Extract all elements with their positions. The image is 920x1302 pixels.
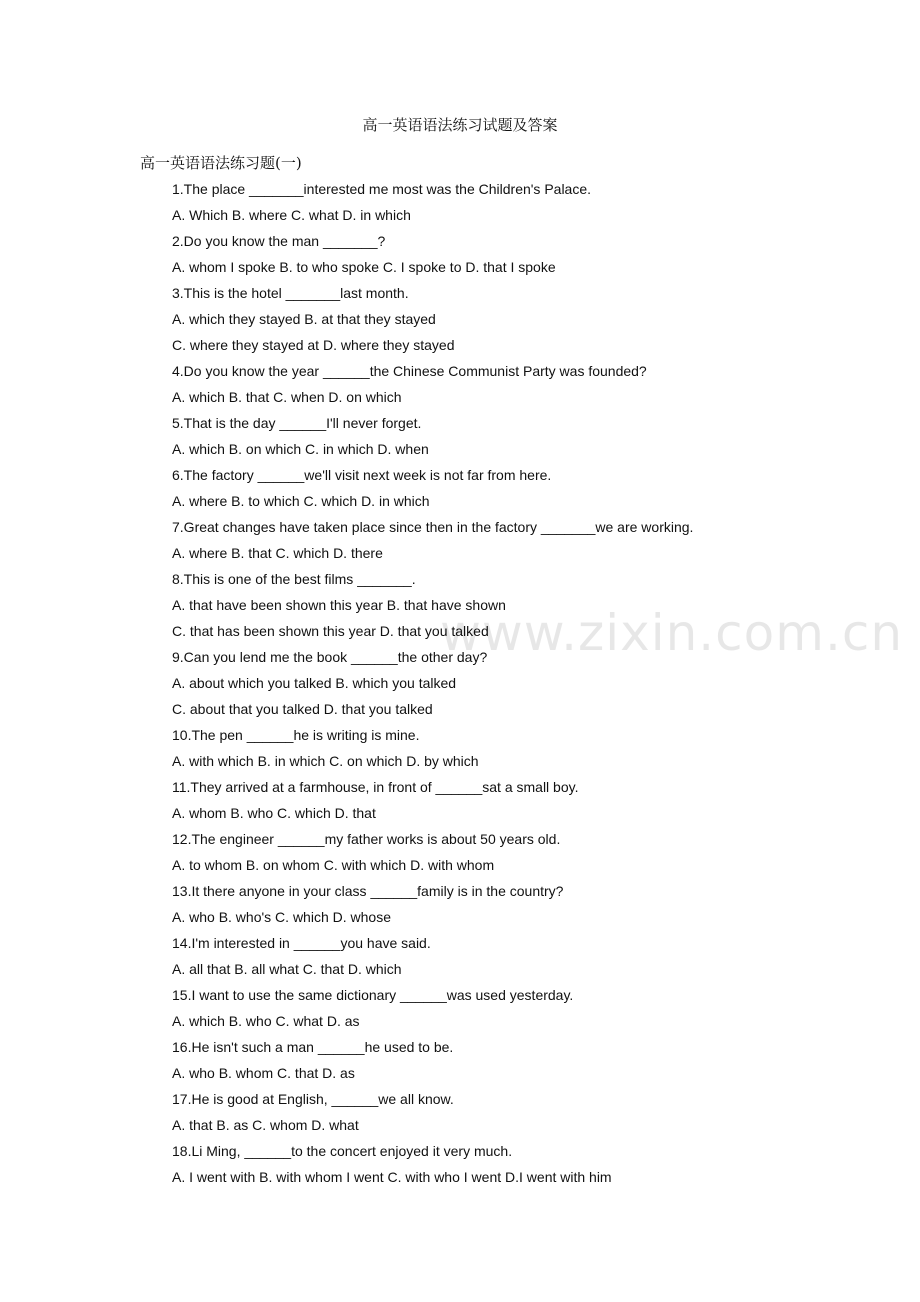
options-line: A. which B. that C. when D. on which	[172, 389, 402, 405]
options-line: A. whom I spoke B. to who spoke C. I spoke to D. that I spoke	[172, 259, 556, 275]
document-title: 高一英语语法练习试题及答案	[362, 116, 558, 134]
options-line: A. about which you talked B. which you talked	[172, 675, 457, 691]
question-line: 11.They arrived at a farmhouse, in front of ______sat a small boy.	[172, 779, 579, 795]
question-line: 2.Do you know the man _______?	[172, 233, 386, 249]
question-line: 18.Li Ming, ______to the concert enjoyed it very much.	[172, 1143, 513, 1159]
options-line: A. where B. that C. which D. there	[172, 545, 383, 561]
question-line: 17.He is good at English, ______we all know.	[172, 1091, 454, 1107]
question-line: 5.That is the day ______I'll never forget.	[172, 415, 422, 431]
options-line: A. which B. on which C. in which D. when	[172, 441, 429, 457]
options-line: A. where B. to which C. which D. in which	[172, 493, 430, 509]
question-line: 1.The place _______interested me most was the Children's Palace.	[172, 181, 592, 197]
question-line: 16.He isn't such a man ______he used to be.	[172, 1039, 454, 1055]
question-line: 12.The engineer ______my father works is about 50 years old.	[172, 831, 561, 847]
options-line: A. who B. who's C. which D. whose	[172, 909, 391, 925]
options-line: A. Which B. where C. what D. in which	[172, 207, 411, 223]
question-line: 9.Can you lend me the book ______the other day?	[172, 649, 488, 665]
options-line: A. that have been shown this year B. that have shown	[172, 597, 506, 613]
options-line: A. who B. whom C. that D. as	[172, 1065, 355, 1081]
question-line: 10.The pen ______he is writing is mine.	[172, 727, 420, 743]
options-line: A. whom B. who C. which D. that	[172, 805, 376, 821]
options-line: A. all that B. all what C. that D. which	[172, 961, 402, 977]
question-line: 13.It there anyone in your class ______family is in the country?	[172, 883, 564, 899]
options-line: C. where they stayed at D. where they stayed	[172, 337, 455, 353]
question-line: 6.The factory ______we'll visit next week is not far from here.	[172, 467, 552, 483]
question-line: 8.This is one of the best films _______.	[172, 571, 416, 587]
section-heading: 高一英语语法练习题(一)	[140, 154, 302, 172]
question-line: 7.Great changes have taken place since then in the factory _______we are working.	[172, 519, 694, 535]
options-line: A. that B. as C. whom D. what	[172, 1117, 359, 1133]
question-line: 15.I want to use the same dictionary ______was used yesterday.	[172, 987, 574, 1003]
question-line: 14.I'm interested in ______you have said.	[172, 935, 431, 951]
watermark: www.zixin.com.cn	[440, 604, 904, 662]
options-line: C. about that you talked D. that you talked	[172, 701, 433, 717]
question-line: 4.Do you know the year ______the Chinese Communist Party was founded?	[172, 363, 647, 379]
options-line: A. to whom B. on whom C. with which D. with whom	[172, 857, 495, 873]
question-line: 3.This is the hotel _______last month.	[172, 285, 409, 301]
options-line: A. I went with B. with whom I went C. with who I went D.I went with him	[172, 1169, 612, 1185]
options-line: A. which they stayed B. at that they stayed	[172, 311, 436, 327]
options-line: A. with which B. in which C. on which D. by which	[172, 753, 479, 769]
options-line: C. that has been shown this year D. that you talked	[172, 623, 489, 639]
options-line: A. which B. who C. what D. as	[172, 1013, 360, 1029]
exercise-list	[172, 176, 812, 1190]
